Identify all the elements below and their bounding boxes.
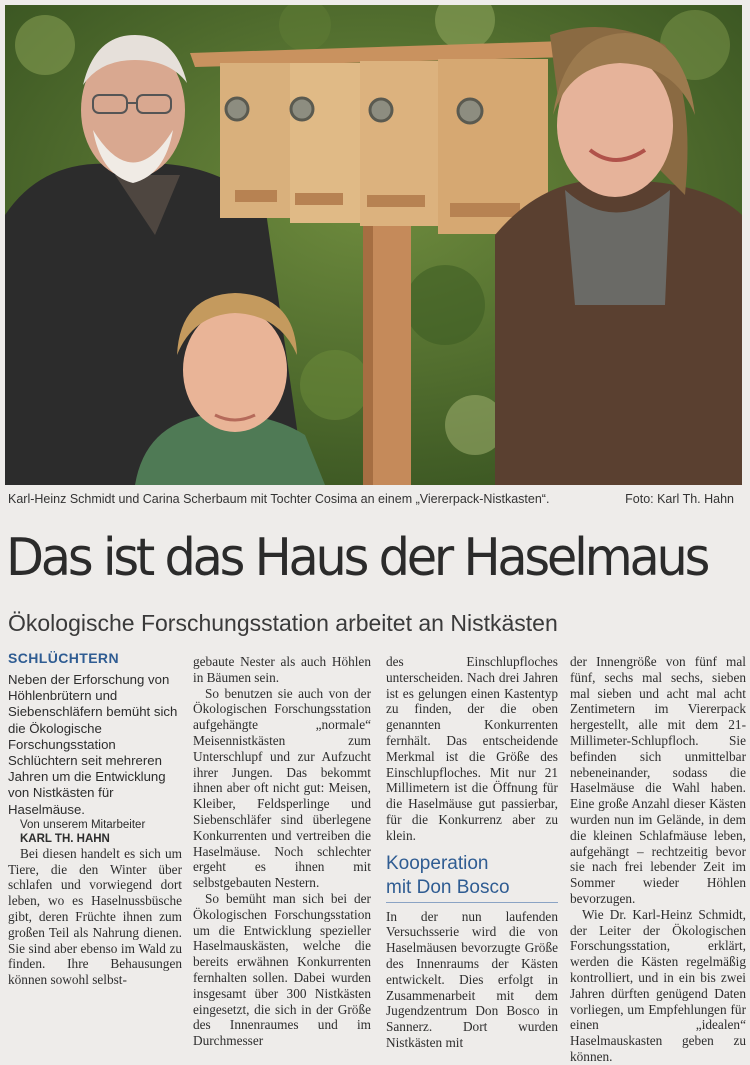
byline — [8, 818, 182, 846]
article-column-1 — [8, 650, 182, 988]
photo-illustration — [5, 5, 742, 485]
body-paragraph: gebaute Nester als auch Höhlen in Bäumen sein. — [193, 654, 371, 685]
byline-prefix: Von unserem Mitarbeiter — [20, 818, 146, 831]
body-paragraph: So benutzen sie auch von der Ökologischen Forschungsstation aufgehängte „normale“ Meisennistkästen zum Unterschlupf und zur Aufzucht ihrer Jungen. Das bekommt ihnen aber oft nicht gut: Meisen, Kleiber, Feldsperlinge und Siebenschläfer sind überlegene Konkurrenten und vertreiben die Haselmäuse. Noch schlechter ergeht es ihnen mit selbstgebauten Nestern. — [193, 685, 371, 891]
article-column-4 — [570, 654, 746, 1065]
headline: Das ist das Haus der Haselmaus — [6, 528, 708, 588]
lead-paragraph: Neben der Erforschung von Höhlenbrütern und Siebenschläfern bemüht sich die Ökologische Forschungsstation Schlüchtern seit mehreren Jahren um die Entwicklung von Nistkästen für Haselmäuse. — [8, 672, 178, 817]
subhead-line-2: mit Don Bosco — [386, 876, 510, 898]
dateline: SCHLÜCHTERN — [8, 650, 119, 666]
subhead-line-1: Kooperation — [386, 852, 489, 874]
article-column-2 — [193, 654, 371, 1049]
photo-caption-row — [8, 492, 738, 512]
photo-caption: Karl-Heinz Schmidt und Carina Scherbaum mit Tochter Cosima an einem „Viererpack-Nistkasten“. — [8, 492, 550, 506]
body-paragraph: So bemüht man sich bei der Ökologischen Forschungsstation um die Entwicklung spezieller Haselmauskästen, welche die bereits erwähnen Konkurrenten fernhalten sollen. Dabei wurden insgesamt über 300 Nistkästen eingesetzt, die sich in der Größe des Innenraumes und im Durchmesser — [193, 890, 371, 1049]
byline-author: KARL TH. HAHN — [20, 832, 110, 845]
news-photo — [5, 5, 742, 485]
photo-credit: Foto: Karl Th. Hahn — [625, 492, 734, 506]
body-paragraph: der Innengröße von fünf mal fünf, sechs mal sechs, sieben mal sieben und acht mal acht Zentimetern im Viererpack hergestellt, alle mit dem 21-Millimeter-Schlupfloch. Sie befinden sich unmittelbar nebeneinander, sodass die Haselmäuse die Wahl haben. Eine große Anzahl dieser Kästen wurden nun im Gelände, in dem die kleinen Schlafmäuse leben, aufgehängt – rechtzeitig bevor sie nach frei lebender Zeit im Sommer wieder Höhlen bevorzugen. — [570, 654, 746, 906]
subheadline: Ökologische Forschungsstation arbeitet an Nistkästen — [8, 610, 558, 636]
body-paragraph: Wie Dr. Karl-Heinz Schmidt, der Leiter der Ökologischen Forschungsstation, erklärt, werden die Kästen regelmäßig kontrolliert, und in ein bis zwei Jahren dürften genügend Daten vorliegen, um Empfehlungen für einen „idealen“ Haselmauskasten geben zu können. — [570, 906, 746, 1064]
article-column-3 — [386, 654, 558, 1051]
body-paragraph: Bei diesen handelt es sich um Tiere, die den Winter über schlafen und vorwiegend dort leben, wo es Haselnussbüsche gibt, deren Früchte ihnen zum großen Teil als Nahrung dienen. Sie sind aber ebenso im Wald zu finden. Ihre Behausungen können sowohl selbst- — [8, 845, 182, 988]
section-subhead — [386, 852, 558, 903]
body-paragraph: des Einschlupfloches unterscheiden. Nach drei Jahren ist es gelungen einen Kastentyp zu finden, der die oben genannten Konkurrenten fernhält. Das entscheidende Merkmal ist die Größe des Einschlupfloches. Mit nur 21 Millimetern ist die Öffnung für die Haselmäuse gut passierbar, für die Konkurrenz aber zu klein. — [386, 654, 558, 843]
body-paragraph: In der nun laufenden Versuchsserie wird die von Haselmäusen bevorzugte Größe des Innenraums der Kästen entwickelt. Dies erfolgt in Zusammenarbeit mit dem Jugendzentrum Don Bosco in Sannerz. Dort wurden Nistkästen mit — [386, 908, 558, 1050]
